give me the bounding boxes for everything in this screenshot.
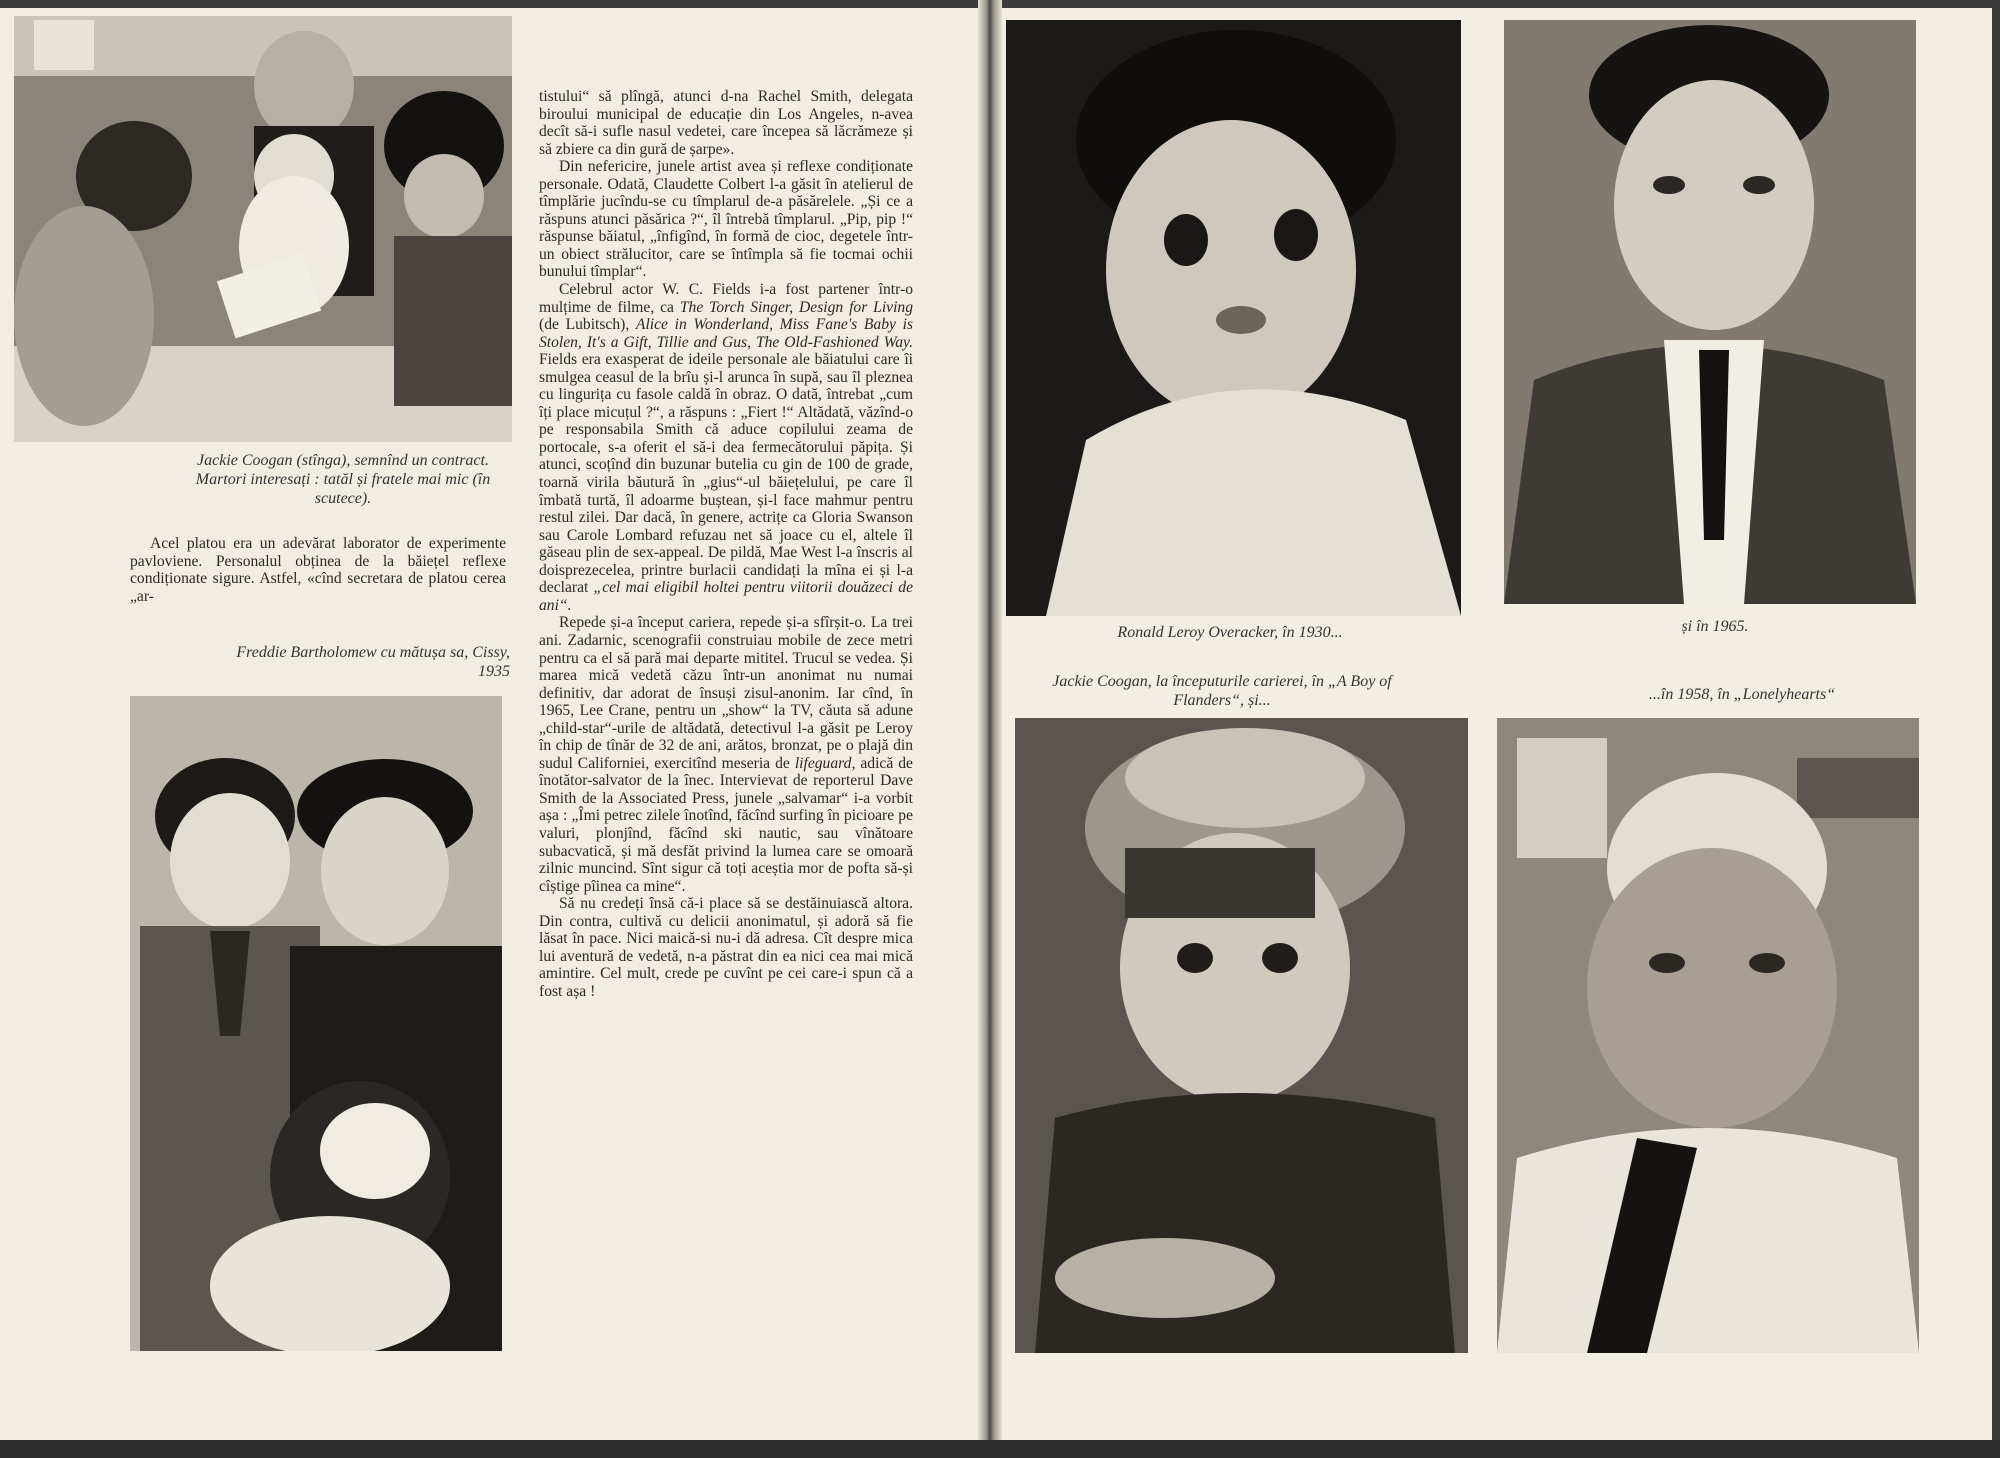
caption-1958: ...în 1958, în „Lonelyhearts“ — [1648, 686, 1836, 703]
caption-1965: și în 1965. — [1681, 618, 1749, 635]
photo-overacker-1930 — [1006, 20, 1461, 616]
left-column-1 — [130, 535, 506, 605]
photo-overacker-1965 — [1504, 20, 1916, 604]
caption-bartholomew: Freddie Bartholomew cu mătușa sa, Cissy, 1935 — [236, 644, 510, 680]
photo-coogan-1958 — [1497, 718, 1919, 1353]
paragraph-artistului: tistului“ să plîngă, atunci d-na Rachel Smith, delegata biroului municipal de educație din Los Angeles, n-avea decît să-i sufle nasul vedetei, care începea să lăcrămeze și să zbiere ca din gură de șarpe». — [539, 88, 913, 158]
photo-bartholomew-aunt — [130, 696, 502, 1351]
text-fields-c: Fields era exasperat de ideile personale ale băiatului care îi smulgea ceasul de la brîu și-l arunca în supă, sau îl pleznea cu lingurița cu fasole caldă în obraz. O dată, întrebat „cum îți place micuțul ?“, a răspuns : „Fiert !“ Altădată, văzînd-o pe responsabila Smith că aduce copilului zeama de portocale, s-a oferit el să-i dea fermecătorului păpița. Și atunci, scoțînd din buzunar butelia cu gin de 100 de grade, toarnă virila băutură în „gius“-ul băiețelului, pe care îl îmbată turtă, îl adoarme buștean, și-l face mahmur pentru restul zilei. Dar dacă, în genere, actrițe ca Gloria Swanson sau Carole Lombard refuzau net să joace cu el, altele îl găseau plin de sex-appeal. De pildă, Mae West l-a înscris al doisprezecelea, printre burlacii candidați la mîna ei și l-a declarat — [539, 351, 913, 597]
book-bottom-edge — [0, 1440, 2000, 1458]
text-cariera-a: Repede și-a început cariera, repede și-a sfîrșit-o. La trei ani. Zadarnic, scenografii construiau mobile de zece metri pentru ca el să pară mai departe mititel. Trucul se vedea. Și marea mică vedetă căzu într-un anonimat nu numai definitiv, dar adorat de însuși zisul-anonim. Iar cînd, în 1965, Lee Crane, pentru un „show“ la TV, căuta să adune „child-star“-urile de altădată, detectivul l-a găsit pe Leroy în chip de tînăr de 32 de ani, arătos, bronzat, pe o plajă din sudul Californiei, exercitînd meseria de — [539, 614, 913, 772]
text-cariera-b: adică de înotător-salvator de la înec. Intervievat de reporterul Dave Smith de la Associated Press, junele „salvamar“ i-a vorbit așa : „Îmi petrec zilele înotînd, făcînd surfing în picioare pe valuri, plonjînd, făcînd ski nautic, sau vînătoare subacvatică, și mă desfăt privind la lumea care se omoară zilnic muncind. Sînt sigur că toți aceștia mor de pofta să-și cîștige pîinea ca mine“. — [539, 754, 913, 895]
photo-coogan-contract — [14, 16, 512, 442]
book-gutter — [978, 0, 1002, 1458]
caption-overacker-1930: Ronald Leroy Overacker, în 1930... — [1117, 624, 1343, 641]
text-mae-west-quote: „cel mai eligibil holtei pentru viitorii douăzeci de ani“. — [539, 579, 913, 614]
text-lifeguard: lifeguard, — [794, 754, 856, 772]
caption-coogan-contract: Jackie Coogan (stînga), semnînd un contract. Martori interesați : tatăl și fratele mai mic (în scutece). — [195, 452, 491, 507]
paragraph-cariera — [539, 614, 913, 895]
text-fields-b: (de Lubitsch), — [539, 316, 636, 334]
caption-coogan-flanders: Jackie Coogan, la începuturile carierei, în „A Boy of Flanders“, și... — [1052, 673, 1392, 709]
text-film-titles-2: Alice in Wonderland, Miss Fane's Baby is Stolen, It's a Gift, Tillie and Gus, The Old-Fashioned Way. — [539, 316, 913, 351]
text-fields-a: Celebrul actor W. C. Fields i-a fost partener într-o mulțime de filme, ca — [539, 281, 913, 316]
photo-coogan-flanders — [1015, 718, 1468, 1353]
paragraph-nefericire: Din nefericire, junele artist avea și reflexe condiționate personale. Odată, Claudette Colbert l-a găsit în atelierul de tîmplărie jucîndu-se cu tîmplarul de-a păsărelele. „Și ce a răspuns atunci păsărica ?“, îl întrebă tîmplarul. „Pip, pip !“ răspunse băiatul, „înfigînd, în formă de cioc, degetele într-un obiect strălucitor, care se întîmpla să fie tocmai ochii bunului tîmplar“. — [539, 158, 913, 281]
paragraph-fields — [539, 281, 913, 614]
left-column-2 — [539, 88, 913, 1000]
text-film-titles-1: The Torch Singer, Design for Living — [679, 298, 913, 316]
paragraph-anonimat: Să nu credeți însă că-i place să se destăinuiască altora. Din contra, cultivă cu delicii anonimatul, și adoră să fie lăsat în pace. Nici maică-si nu-i dă adresa. Cît despre mica lui aventură de vedetă, n-a păstrat din ea nici cea mai mică amintire. Cel mult, crede pe cuvînt pe cei care-i spun că a fost așa ! — [539, 895, 913, 1000]
paragraph-platou: Acel platou era un adevărat laborator de experimente pavloviene. Personalul obținea de la băiețel reflexe condiționate sigure. Astfel, «cînd secretara de platou cerea „ar- — [130, 535, 506, 605]
